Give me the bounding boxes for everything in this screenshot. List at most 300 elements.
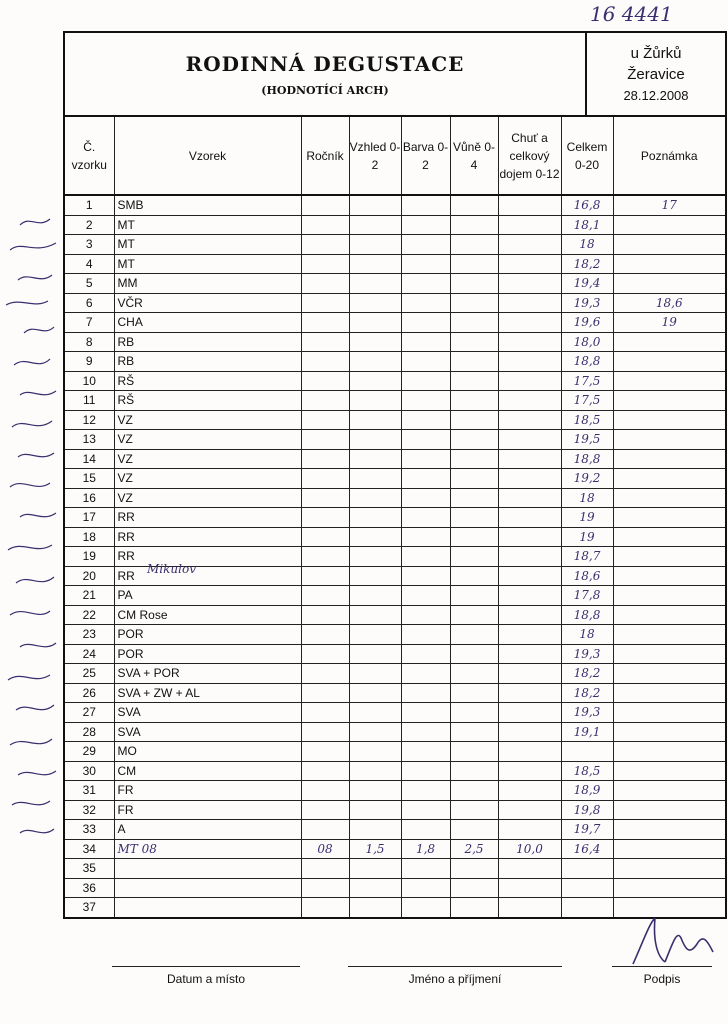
score-year	[301, 469, 349, 489]
sample-name: MT	[114, 215, 301, 235]
table-row	[65, 859, 725, 879]
total-score: 18,2	[561, 664, 613, 684]
sample-name: POR	[114, 644, 301, 664]
table-row	[65, 254, 725, 274]
score-look	[349, 488, 401, 508]
sample-name: SVA	[114, 703, 301, 723]
score-taste	[498, 800, 561, 820]
note-cell	[613, 820, 725, 840]
sample-name: MO	[114, 742, 301, 762]
score-color	[401, 254, 450, 274]
table-row	[65, 215, 725, 235]
score-smell	[450, 508, 498, 528]
total-score: 19,2	[561, 469, 613, 489]
score-year	[301, 332, 349, 352]
score-year	[301, 215, 349, 235]
score-taste	[498, 449, 561, 469]
total-score: 19,3	[561, 644, 613, 664]
table-row	[65, 664, 725, 684]
score-year	[301, 644, 349, 664]
sample-number: 21	[65, 586, 114, 606]
score-look	[349, 820, 401, 840]
sample-name: VČR	[114, 293, 301, 313]
score-smell	[450, 605, 498, 625]
signature-label: Podpis	[643, 972, 681, 986]
score-smell	[450, 254, 498, 274]
score-color	[401, 605, 450, 625]
score-look	[349, 878, 401, 898]
sample-name: VZ	[114, 488, 301, 508]
sample-number: 30	[65, 761, 114, 781]
date-place-line	[112, 966, 300, 967]
score-taste	[498, 371, 561, 391]
total-score: 17,8	[561, 586, 613, 606]
sample-number: 35	[65, 859, 114, 879]
score-taste	[498, 586, 561, 606]
column-header: Chuť a celkový dojem 0-12	[498, 117, 561, 195]
note-cell	[613, 235, 725, 255]
score-color	[401, 742, 450, 762]
score-taste	[498, 293, 561, 313]
sample-number: 6	[65, 293, 114, 313]
score-year	[301, 235, 349, 255]
sample-name: RŠ	[114, 391, 301, 411]
note-cell	[613, 449, 725, 469]
score-color	[401, 664, 450, 684]
sample-number: 23	[65, 625, 114, 645]
table-row	[65, 644, 725, 664]
table-row	[65, 410, 725, 430]
score-look	[349, 235, 401, 255]
score-color	[401, 586, 450, 606]
score-year	[301, 293, 349, 313]
score-smell	[450, 371, 498, 391]
score-smell	[450, 215, 498, 235]
total-score: 18,6	[561, 566, 613, 586]
score-year	[301, 820, 349, 840]
sample-number: 37	[65, 898, 114, 917]
score-taste	[498, 391, 561, 411]
tasting-sheet	[63, 31, 727, 919]
sample-number: 29	[65, 742, 114, 762]
score-year	[301, 508, 349, 528]
score-smell	[450, 722, 498, 742]
score-smell	[450, 488, 498, 508]
note-cell	[613, 800, 725, 820]
table-row	[65, 683, 725, 703]
score-color	[401, 820, 450, 840]
score-color	[401, 644, 450, 664]
score-taste	[498, 859, 561, 879]
note-cell	[613, 703, 725, 723]
note-cell	[613, 878, 725, 898]
table-row	[65, 800, 725, 820]
total-score: 19,1	[561, 722, 613, 742]
sample-name: FR	[114, 781, 301, 801]
score-smell	[450, 761, 498, 781]
score-look	[349, 800, 401, 820]
date-place-label: Datum a místo	[166, 972, 246, 986]
total-score: 16,4	[561, 839, 613, 859]
sample-name	[114, 859, 301, 879]
score-year	[301, 391, 349, 411]
score-year	[301, 800, 349, 820]
sample-number: 17	[65, 508, 114, 528]
table-row	[65, 722, 725, 742]
score-smell	[450, 781, 498, 801]
sample-number: 13	[65, 430, 114, 450]
total-score: 19	[561, 508, 613, 528]
score-taste	[498, 781, 561, 801]
score-taste	[498, 898, 561, 917]
sample-name: MT	[114, 235, 301, 255]
table-row	[65, 625, 725, 645]
table-row	[65, 527, 725, 547]
table-row	[65, 293, 725, 313]
score-look	[349, 683, 401, 703]
score-smell	[450, 449, 498, 469]
score-year	[301, 547, 349, 567]
score-year	[301, 352, 349, 372]
table-row	[65, 761, 725, 781]
table-row	[65, 332, 725, 352]
score-color	[401, 859, 450, 879]
total-score: 19,3	[561, 293, 613, 313]
score-year	[301, 488, 349, 508]
note-cell	[613, 761, 725, 781]
note-cell	[613, 605, 725, 625]
score-taste	[498, 644, 561, 664]
sample-name	[114, 898, 301, 917]
score-smell	[450, 859, 498, 879]
sample-name: RR	[114, 508, 301, 528]
score-color	[401, 195, 450, 215]
score-taste	[498, 274, 561, 294]
score-taste	[498, 410, 561, 430]
column-header: Č. vzorku	[65, 117, 114, 195]
score-look	[349, 371, 401, 391]
score-look	[349, 898, 401, 917]
table-row	[65, 371, 725, 391]
score-color	[401, 703, 450, 723]
score-look	[349, 313, 401, 333]
total-score: 18,0	[561, 332, 613, 352]
score-taste	[498, 664, 561, 684]
sample-number: 7	[65, 313, 114, 333]
total-score	[561, 898, 613, 917]
column-header: Vzorek	[114, 117, 301, 195]
score-color	[401, 527, 450, 547]
table-row	[65, 839, 725, 859]
score-year	[301, 742, 349, 762]
total-score: 18,8	[561, 449, 613, 469]
note-cell	[613, 742, 725, 762]
score-taste	[498, 605, 561, 625]
sample-number: 8	[65, 332, 114, 352]
score-year	[301, 722, 349, 742]
page-title: RODINNÁ DEGUSTACE	[185, 51, 465, 76]
sheet-header	[65, 33, 725, 117]
note-cell	[613, 410, 725, 430]
sample-number: 16	[65, 488, 114, 508]
score-color	[401, 274, 450, 294]
score-taste	[498, 430, 561, 450]
sample-name: CM Rose	[114, 605, 301, 625]
score-color	[401, 722, 450, 742]
sample-number: 5	[65, 274, 114, 294]
score-color	[401, 235, 450, 255]
sample-number: 10	[65, 371, 114, 391]
score-color	[401, 878, 450, 898]
score-look	[349, 508, 401, 528]
sample-number: 3	[65, 235, 114, 255]
table-row	[65, 508, 725, 528]
score-taste	[498, 761, 561, 781]
total-score: 18	[561, 235, 613, 255]
total-score: 19,6	[561, 313, 613, 333]
score-look	[349, 293, 401, 313]
score-look	[349, 761, 401, 781]
row20-handwritten-note: Mikulov	[147, 562, 196, 576]
score-taste	[498, 566, 561, 586]
total-score: 18,2	[561, 683, 613, 703]
score-taste	[498, 488, 561, 508]
sample-number: 26	[65, 683, 114, 703]
note-cell	[613, 352, 725, 372]
sample-name: VZ	[114, 430, 301, 450]
score-look	[349, 644, 401, 664]
score-smell	[450, 625, 498, 645]
total-score: 19,4	[561, 274, 613, 294]
total-score: 18,2	[561, 254, 613, 274]
table-body	[65, 195, 725, 917]
total-score: 18,9	[561, 781, 613, 801]
score-taste	[498, 683, 561, 703]
score-look	[349, 254, 401, 274]
sample-number: 34	[65, 839, 114, 859]
score-look	[349, 586, 401, 606]
score-look	[349, 195, 401, 215]
page-subtitle: (HODNOTÍCÍ ARCH)	[261, 83, 389, 97]
score-taste	[498, 195, 561, 215]
table-row	[65, 352, 725, 372]
sample-name	[114, 878, 301, 898]
score-smell	[450, 703, 498, 723]
table-row	[65, 235, 725, 255]
table-row	[65, 605, 725, 625]
score-look	[349, 703, 401, 723]
score-smell	[450, 547, 498, 567]
sample-number: 33	[65, 820, 114, 840]
note-cell	[613, 391, 725, 411]
sample-name: RB	[114, 352, 301, 372]
score-color	[401, 566, 450, 586]
score-look	[349, 430, 401, 450]
score-look	[349, 859, 401, 879]
total-score: 18,7	[561, 547, 613, 567]
score-look	[349, 215, 401, 235]
note-cell	[613, 547, 725, 567]
score-year	[301, 313, 349, 333]
score-look	[349, 469, 401, 489]
total-score	[561, 859, 613, 879]
total-score	[561, 878, 613, 898]
sample-name: SVA	[114, 722, 301, 742]
total-score: 19	[561, 527, 613, 547]
table-row	[65, 469, 725, 489]
sample-number: 36	[65, 878, 114, 898]
score-taste	[498, 527, 561, 547]
note-cell	[613, 722, 725, 742]
note-cell: 17	[613, 195, 725, 215]
score-color: 1,8	[401, 839, 450, 859]
sample-number: 25	[65, 664, 114, 684]
score-year	[301, 410, 349, 430]
sample-name: A	[114, 820, 301, 840]
score-look	[349, 352, 401, 372]
total-score: 18	[561, 488, 613, 508]
score-look	[349, 781, 401, 801]
score-year	[301, 371, 349, 391]
score-look	[349, 625, 401, 645]
sample-name: RB	[114, 332, 301, 352]
score-year: 08	[301, 839, 349, 859]
total-score: 19,7	[561, 820, 613, 840]
score-smell	[450, 235, 498, 255]
score-look	[349, 547, 401, 567]
score-year	[301, 566, 349, 586]
sample-number: 11	[65, 391, 114, 411]
sample-name: MT 08	[114, 839, 301, 859]
sample-name: RR	[114, 566, 301, 586]
sample-name: SVA + ZW + AL	[114, 683, 301, 703]
score-color	[401, 781, 450, 801]
score-year	[301, 898, 349, 917]
column-header: Poznámka	[613, 117, 725, 195]
sample-number: 9	[65, 352, 114, 372]
sample-name: PA	[114, 586, 301, 606]
score-look: 1,5	[349, 839, 401, 859]
score-smell	[450, 644, 498, 664]
table-row	[65, 878, 725, 898]
score-smell	[450, 274, 498, 294]
total-score: 18,5	[561, 761, 613, 781]
note-cell: 19	[613, 313, 725, 333]
sample-name: VZ	[114, 410, 301, 430]
sample-number: 15	[65, 469, 114, 489]
sample-name: SVA + POR	[114, 664, 301, 684]
note-cell	[613, 859, 725, 879]
column-header: Vůně 0-4	[450, 117, 498, 195]
score-look	[349, 527, 401, 547]
score-smell	[450, 800, 498, 820]
total-score: 17,5	[561, 391, 613, 411]
score-taste	[498, 547, 561, 567]
score-color	[401, 352, 450, 372]
score-taste	[498, 878, 561, 898]
score-look	[349, 449, 401, 469]
note-cell	[613, 683, 725, 703]
score-taste	[498, 742, 561, 762]
score-taste	[498, 820, 561, 840]
event-date: 28.12.2008	[623, 87, 689, 103]
score-smell: 2,5	[450, 839, 498, 859]
place-line-1: u Žůrků	[630, 44, 682, 62]
note-cell	[613, 274, 725, 294]
score-year	[301, 859, 349, 879]
score-year	[301, 274, 349, 294]
sample-number: 1	[65, 195, 114, 215]
score-look	[349, 410, 401, 430]
sample-number: 19	[65, 547, 114, 567]
total-score: 18	[561, 625, 613, 645]
score-taste	[498, 235, 561, 255]
left-margin-handwriting	[0, 205, 62, 845]
note-cell	[613, 430, 725, 450]
sample-name: CHA	[114, 313, 301, 333]
score-taste	[498, 469, 561, 489]
score-taste	[498, 332, 561, 352]
name-label: Jméno a příjmení	[408, 972, 502, 986]
sample-number: 27	[65, 703, 114, 723]
top-corner-handwriting: 16 4441	[590, 2, 673, 26]
note-cell	[613, 488, 725, 508]
note-cell	[613, 371, 725, 391]
total-score: 18,8	[561, 352, 613, 372]
score-color	[401, 410, 450, 430]
score-color	[401, 761, 450, 781]
note-cell	[613, 781, 725, 801]
score-year	[301, 703, 349, 723]
note-cell: 18,6	[613, 293, 725, 313]
score-taste	[498, 254, 561, 274]
sample-number: 12	[65, 410, 114, 430]
note-cell	[613, 586, 725, 606]
place-block	[587, 33, 725, 115]
sample-number: 18	[65, 527, 114, 547]
score-smell	[450, 820, 498, 840]
note-cell	[613, 644, 725, 664]
column-header: Vzhled 0-2	[349, 117, 401, 195]
table-row	[65, 586, 725, 606]
score-color	[401, 488, 450, 508]
table-row	[65, 449, 725, 469]
score-look	[349, 566, 401, 586]
score-smell	[450, 664, 498, 684]
score-taste	[498, 215, 561, 235]
score-year	[301, 430, 349, 450]
note-cell	[613, 839, 725, 859]
score-color	[401, 293, 450, 313]
score-smell	[450, 898, 498, 917]
score-smell	[450, 195, 498, 215]
score-look	[349, 274, 401, 294]
score-color	[401, 332, 450, 352]
score-color	[401, 508, 450, 528]
score-taste	[498, 313, 561, 333]
column-header: Barva 0-2	[401, 117, 450, 195]
sample-number: 4	[65, 254, 114, 274]
score-smell	[450, 566, 498, 586]
score-year	[301, 449, 349, 469]
score-smell	[450, 391, 498, 411]
column-header: Celkem 0-20	[561, 117, 613, 195]
sample-name: FR	[114, 800, 301, 820]
sample-number: 32	[65, 800, 114, 820]
score-smell	[450, 430, 498, 450]
score-smell	[450, 742, 498, 762]
score-year	[301, 195, 349, 215]
